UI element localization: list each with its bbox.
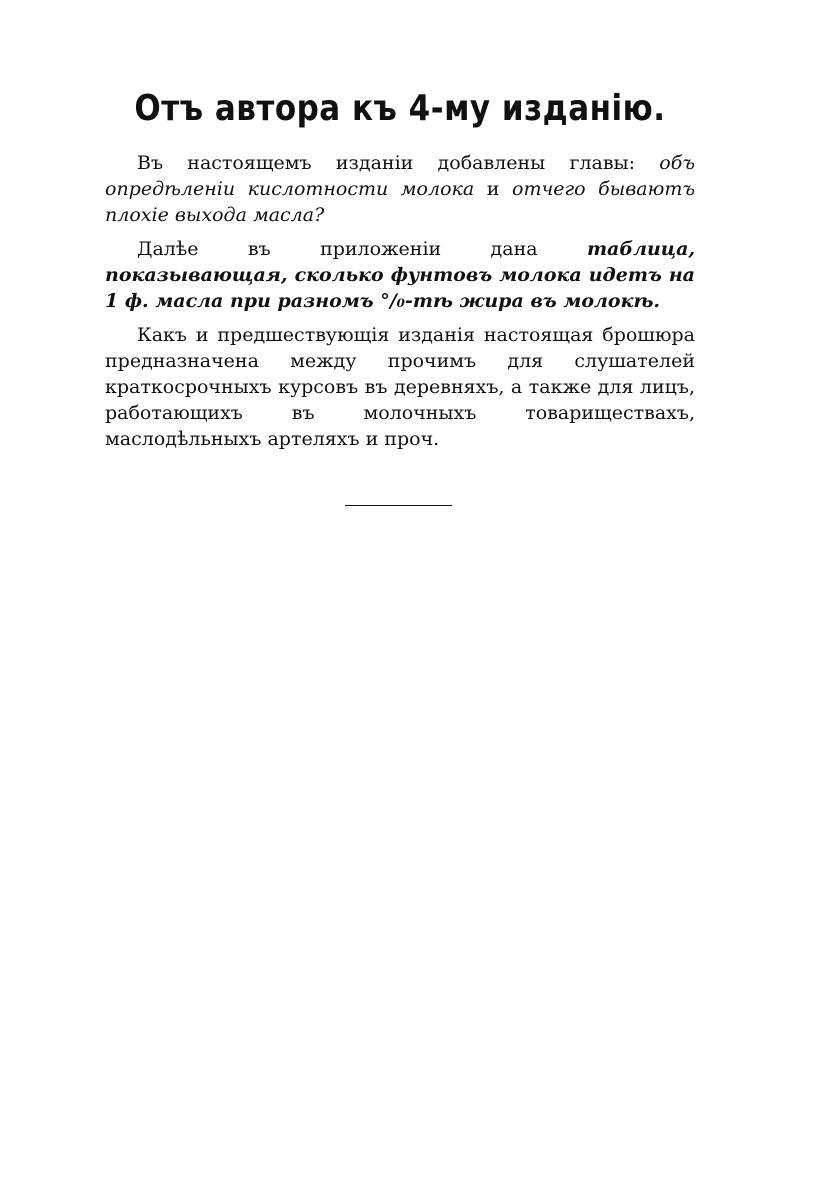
page-title: Отъ автора къ 4-му изданію.: [134, 88, 666, 130]
p1-chapter-butter-yield: отчего бываютъ плохіе выхода масла?: [105, 178, 696, 226]
p1-text-1: Въ настоящемъ изданіи добавлены главы:: [137, 152, 660, 174]
paragraph-3: [105, 322, 695, 452]
p2-text-1: Далѣе въ приложеніи дана: [137, 238, 587, 260]
p2-table-description: таблица, показывающая, сколько фунтовъ молока идетъ на 1 ф. масла при разномъ °/₀-тѣ жира въ молокѣ.: [105, 238, 695, 312]
paragraph-2: [105, 236, 695, 314]
p1-chapter-acidity: объ опредѣленіи кислотности молока: [105, 152, 695, 200]
preface-text: [105, 150, 695, 460]
section-divider: [345, 505, 452, 506]
p1-text-2: и: [474, 178, 513, 200]
p3-text-1: Какъ и предшествующія изданія настоящая брошюра предназначена между прочимъ для слушателей краткосрочныхъ курсовъ въ деревняхъ, а также для лицъ, работающихъ въ молочныхъ товариществахъ, маслодѣльныхъ артеляхъ и проч.: [105, 324, 695, 450]
paragraph-1: [105, 150, 695, 228]
